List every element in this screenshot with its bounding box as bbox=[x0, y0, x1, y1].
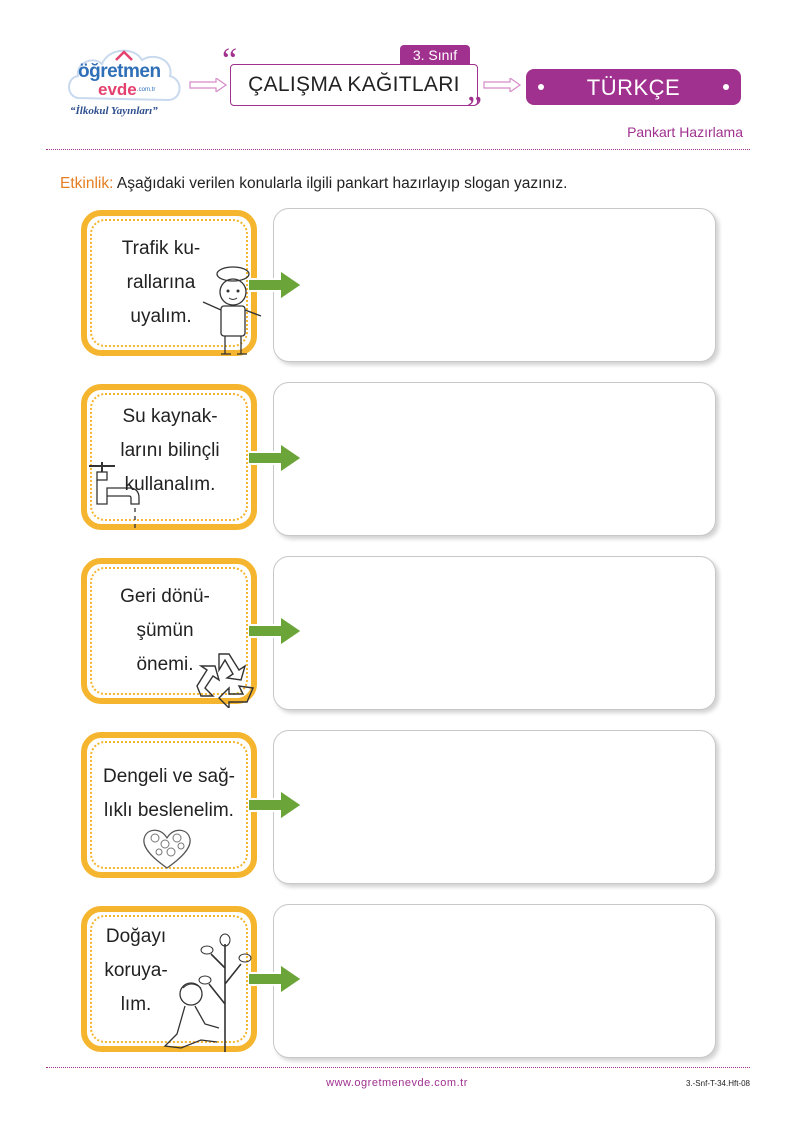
subject-label: TÜRKÇE bbox=[586, 75, 681, 100]
footer-divider bbox=[46, 1067, 750, 1068]
double-arrow-icon bbox=[482, 78, 522, 92]
topic-card bbox=[81, 384, 257, 530]
topic-line: Doğayı bbox=[105, 926, 167, 947]
topic-line: lıklı beslenelim. bbox=[104, 800, 234, 821]
food-heart-icon bbox=[141, 826, 193, 870]
slogan-box[interactable] bbox=[273, 208, 716, 362]
logo-text-evde: evde bbox=[98, 80, 137, 99]
topic-line: lım. bbox=[120, 994, 152, 1015]
arrow-right-icon bbox=[248, 268, 304, 302]
arrow-right-icon bbox=[248, 962, 304, 996]
slogan-box[interactable] bbox=[273, 556, 716, 710]
instruction-label: Etkinlik: bbox=[60, 175, 114, 192]
page-subtitle: Pankart Hazırlama bbox=[627, 124, 743, 140]
topic-text bbox=[91, 400, 249, 502]
topic-line: kullanalım. bbox=[124, 474, 216, 495]
topic-card bbox=[81, 906, 257, 1052]
topic-text bbox=[95, 580, 235, 682]
topic-card bbox=[81, 558, 257, 704]
logo-text: öğretmen bbox=[78, 61, 161, 82]
topic-line: Trafik ku- bbox=[121, 238, 201, 259]
title-box bbox=[230, 64, 478, 106]
topic-line: önemi. bbox=[136, 654, 194, 675]
instruction-text: Aşağıdaki verilen konularla ilgili pankart hazırlayıp slogan yazınız. bbox=[116, 175, 568, 192]
grade-tab: 3. Sınıf bbox=[400, 45, 470, 65]
subject-badge bbox=[526, 69, 741, 105]
topic-line: şümün bbox=[136, 620, 194, 641]
slogan-box[interactable] bbox=[273, 382, 716, 536]
topic-line: Dengeli ve sağ- bbox=[102, 766, 236, 787]
topic-text bbox=[101, 232, 221, 334]
instruction bbox=[60, 175, 567, 193]
bullet-dot-icon bbox=[723, 84, 729, 90]
header-divider bbox=[46, 149, 750, 150]
topic-line: larını bilinçli bbox=[120, 440, 220, 461]
publisher-logo bbox=[64, 40, 186, 124]
topic-line: uyalım. bbox=[130, 306, 192, 327]
logo-tagline: “İlkokul Yayınları” bbox=[70, 105, 158, 117]
page-title: ÇALIŞMA KAĞITLARI bbox=[248, 73, 460, 96]
topic-card bbox=[81, 210, 257, 356]
double-arrow-icon bbox=[188, 78, 228, 92]
topic-line: Geri dönü- bbox=[120, 586, 210, 607]
arrow-right-icon bbox=[248, 614, 304, 648]
topic-line: Su kaynak- bbox=[122, 406, 218, 427]
slogan-box[interactable] bbox=[273, 904, 716, 1058]
close-quote-icon: ” bbox=[467, 90, 483, 127]
footer-url[interactable]: www.ogretmenevde.com.tr bbox=[326, 1077, 468, 1089]
open-quote-icon: “ bbox=[222, 42, 238, 79]
topic-line: koruya- bbox=[104, 960, 168, 981]
footer-code: 3.-Snf-T-34.Hft-08 bbox=[685, 1079, 750, 1088]
topic-text bbox=[93, 920, 179, 1022]
arrow-right-icon bbox=[248, 788, 304, 822]
arrow-right-icon bbox=[248, 441, 304, 475]
logo-domain: .com.tr bbox=[137, 87, 156, 93]
topic-text bbox=[89, 760, 249, 828]
slogan-box[interactable] bbox=[273, 730, 716, 884]
topic-line: rallarına bbox=[126, 272, 196, 293]
topic-card bbox=[81, 732, 257, 878]
